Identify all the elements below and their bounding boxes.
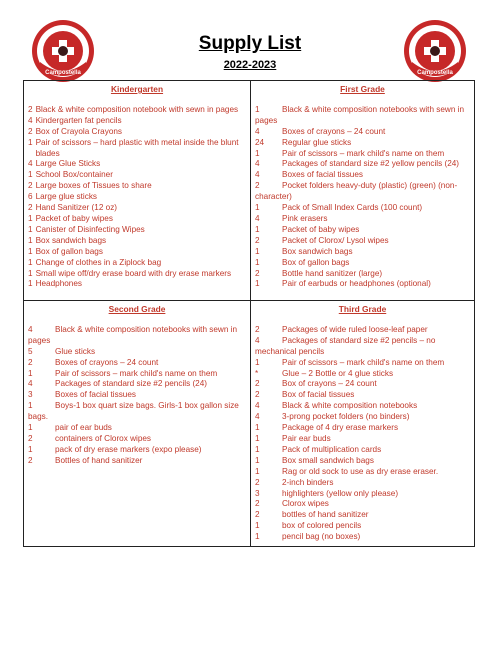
list-item (28, 170, 246, 181)
item-description: Glue sticks (55, 346, 96, 356)
item-quantity: 4 (28, 159, 33, 169)
item-description: Kindergarten fat pencils (35, 115, 122, 125)
item-quantity: 1 (255, 224, 260, 234)
item-description: Boxes of crayons – 24 count (55, 357, 159, 367)
item-quantity: 1 (28, 279, 33, 289)
item-description: Pair of scissors – mark child's name on them (282, 148, 445, 158)
item-quantity: 24 (255, 137, 265, 147)
item-description: bottles of hand sanitizer (282, 510, 369, 520)
section-heading: Second Grade (108, 304, 166, 314)
list-item (255, 279, 470, 290)
list-item (28, 214, 246, 225)
item-description: Box sandwich bags (35, 235, 107, 245)
item-description: Pack of Small Index Cards (100 count) (282, 203, 423, 213)
list-item (28, 269, 246, 280)
item-description: Glue – 2 Bottle or 4 glue sticks (282, 368, 394, 378)
item-description: pencil bag (no boxes) (282, 532, 361, 542)
item-quantity: 1 (255, 246, 260, 256)
item-description: Clorox wipes (282, 499, 329, 509)
logo-bottom-text: Campostella (45, 70, 81, 76)
item-description: Packet of baby wipes (35, 213, 113, 223)
item-quantity: 1 (28, 401, 33, 411)
item-quantity: 1 (255, 466, 260, 476)
list-item (255, 456, 470, 467)
list-item (255, 489, 470, 500)
item-quantity: 2 (255, 235, 260, 245)
item-quantity: 1 (28, 268, 33, 278)
list-item (255, 358, 470, 369)
item-description: Boxes of facial tissues (55, 390, 137, 400)
item-quantity: 4 (28, 379, 33, 389)
list-item (28, 247, 246, 258)
list-item (255, 181, 470, 203)
section-first-grade (251, 81, 474, 301)
item-quantity: 2 (28, 126, 33, 136)
item-quantity: 1 (28, 224, 33, 234)
item-description: Large boxes of Tissues to share (35, 181, 152, 191)
list-item (28, 225, 246, 236)
list-item (255, 336, 470, 358)
item-quantity: 4 (255, 170, 260, 180)
item-quantity: 2 (28, 104, 33, 114)
item-quantity: 2 (28, 357, 33, 367)
item-description: 3-prong pocket folders (no binders) (282, 412, 410, 422)
item-quantity: 2 (28, 455, 33, 465)
item-description: Box of Crayola Crayons (35, 126, 123, 136)
item-description: Black & white composition notebooks with sewn in pages (255, 104, 465, 125)
list-item (28, 401, 246, 423)
item-description: Rag or old sock to use as dry erase eraser. (282, 466, 439, 476)
item-description: Packages of wide ruled loose-leaf paper (282, 324, 428, 334)
item-quantity: 2 (255, 379, 260, 389)
item-quantity: 2 (28, 203, 33, 213)
list-item (28, 236, 246, 247)
list-item (28, 369, 246, 380)
list-item (255, 423, 470, 434)
item-description: Small wipe off/dry erase board with dry erase markers (35, 268, 232, 278)
list-item (255, 325, 470, 336)
item-description: Canister of Disinfecting Wipes (35, 224, 145, 234)
list-item (255, 269, 470, 280)
item-quantity: 1 (255, 104, 260, 114)
list-item (255, 369, 470, 380)
list-item (255, 478, 470, 489)
supply-list (28, 105, 246, 290)
list-item (255, 214, 470, 225)
item-quantity: 2 (28, 433, 33, 443)
list-item (28, 258, 246, 269)
item-description: box of colored pencils (282, 521, 362, 531)
item-description: Packages of standard size #2 pencils (24) (55, 379, 208, 389)
item-quantity: 2 (255, 324, 260, 334)
item-description: Black & white composition notebook with sewn in pages (35, 104, 239, 114)
item-description: 2-inch binders (282, 477, 334, 487)
list-item (255, 258, 470, 269)
item-quantity: 4 (255, 401, 260, 411)
supply-list (255, 105, 470, 290)
item-quantity: 1 (255, 357, 260, 367)
item-quantity: 4 (255, 335, 260, 345)
item-description: Box sandwich bags (282, 246, 353, 256)
item-description: Pink erasers (282, 213, 328, 223)
list-item (28, 159, 246, 170)
item-quantity: 4 (28, 324, 33, 334)
list-item (255, 467, 470, 478)
item-quantity: 1 (255, 532, 260, 542)
item-quantity: 2 (28, 181, 33, 191)
list-item (255, 412, 470, 423)
list-item (255, 379, 470, 390)
list-item (28, 127, 246, 138)
item-quantity: 6 (28, 192, 33, 202)
list-item (28, 379, 246, 390)
section-kindergarten (24, 81, 251, 301)
item-description: Change of clothes in a Ziplock bag (35, 257, 162, 267)
item-description: highlighters (yellow only please) (282, 488, 399, 498)
item-quantity: 3 (255, 488, 260, 498)
item-description: Box small sandwich bags (282, 455, 374, 465)
item-quantity: 1 (28, 246, 33, 256)
item-description: containers of Clorox wipes (55, 433, 152, 443)
section-third-grade (251, 301, 474, 546)
item-quantity: 1 (255, 203, 260, 213)
supply-list (28, 325, 246, 467)
list-item (255, 247, 470, 258)
item-quantity: 1 (255, 433, 260, 443)
list-item (255, 390, 470, 401)
item-quantity: 2 (255, 268, 260, 278)
list-item (255, 510, 470, 521)
list-item (28, 192, 246, 203)
item-quantity: 1 (255, 444, 260, 454)
list-item (28, 434, 246, 445)
item-description: Pair of scissors – mark child's name on them (55, 368, 218, 378)
list-item (255, 401, 470, 412)
item-quantity: 1 (255, 279, 260, 289)
item-quantity: 1 (255, 148, 260, 158)
item-quantity: 2 (255, 390, 260, 400)
supply-table (23, 80, 475, 547)
list-item (255, 434, 470, 445)
item-description: Headphones (35, 279, 82, 289)
item-description: Box of facial tissues (282, 390, 355, 400)
item-description: School Box/container (35, 170, 113, 180)
item-description: Pair of scissors – hard plastic with metal inside the blunt blades (35, 137, 239, 158)
list-item (255, 127, 470, 138)
item-description: Regular glue sticks (282, 137, 352, 147)
item-quantity: 5 (28, 346, 33, 356)
item-description: Pocket folders heavy-duty (plastic) (green) (non-character) (255, 181, 458, 202)
item-description: pack of dry erase markers (expo please) (55, 444, 202, 454)
item-description: Box of gallon bags (35, 246, 103, 256)
supply-list (255, 325, 470, 543)
list-item (28, 445, 246, 456)
item-description: Large glue sticks (35, 192, 98, 202)
list-item (28, 358, 246, 369)
list-item (255, 521, 470, 532)
item-quantity: 1 (28, 257, 33, 267)
item-description: Black & white composition notebooks (282, 401, 418, 411)
item-quantity: 4 (255, 412, 260, 422)
item-quantity: 1 (28, 444, 33, 454)
item-description: Pack of multiplication cards (282, 444, 382, 454)
list-item (255, 236, 470, 247)
section-heading: Third Grade (338, 304, 387, 314)
item-quantity: 2 (255, 499, 260, 509)
item-quantity: 4 (255, 213, 260, 223)
item-description: Boxes of facial tissues (282, 170, 364, 180)
list-item (28, 203, 246, 214)
item-description: Packages of standard size #2 yellow pencils (24) (282, 159, 460, 169)
item-quantity: 1 (28, 368, 33, 378)
item-quantity: * (255, 368, 259, 378)
item-quantity: 1 (255, 521, 260, 531)
item-description: Boxes of crayons – 24 count (282, 126, 386, 136)
section-second-grade (24, 301, 251, 546)
item-quantity: 2 (255, 181, 260, 191)
section-heading: Kindergarten (110, 84, 164, 94)
item-description: Bottle hand sanitizer (large) (282, 268, 383, 278)
list-item (255, 105, 470, 127)
list-item (28, 423, 246, 434)
item-description: Boys-1 box quart size bags. Girls-1 box gallon size bags. (28, 401, 239, 422)
item-description: Hand Sanitizer (12 oz) (35, 203, 118, 213)
item-description: Package of 4 dry erase markers (282, 423, 399, 433)
list-item (255, 170, 470, 181)
list-item (28, 116, 246, 127)
item-quantity: 1 (28, 235, 33, 245)
item-description: Box of gallon bags (282, 257, 350, 267)
item-quantity: 2 (255, 510, 260, 520)
item-quantity: 1 (255, 257, 260, 267)
list-item (28, 181, 246, 192)
item-description: pair of ear buds (55, 423, 112, 433)
page-title: Supply List (198, 33, 302, 54)
list-item (255, 159, 470, 170)
list-item (28, 390, 246, 401)
item-description: Packet of baby wipes (282, 224, 360, 234)
list-item (255, 445, 470, 456)
list-item (28, 138, 246, 160)
item-description: Black & white composition notebooks with sewn in pages (28, 324, 238, 345)
item-quantity: 1 (28, 423, 33, 433)
item-quantity: 1 (28, 137, 33, 147)
list-item (28, 456, 246, 467)
item-quantity: 4 (28, 115, 33, 125)
item-quantity: 3 (28, 390, 33, 400)
list-item (255, 532, 470, 543)
item-description: Packet of Clorox/ Lysol wipes (282, 235, 389, 245)
item-quantity: 1 (28, 170, 33, 180)
item-quantity: 1 (28, 213, 33, 223)
logo-bottom-text: Campostella (417, 70, 453, 76)
list-item (28, 325, 246, 347)
list-item (255, 203, 470, 214)
list-item (28, 347, 246, 358)
item-description: Box of crayons – 24 count (282, 379, 377, 389)
item-quantity: 4 (255, 159, 260, 169)
item-quantity: 1 (255, 423, 260, 433)
list-item (28, 105, 246, 116)
item-quantity: 4 (255, 126, 260, 136)
item-quantity: 2 (255, 477, 260, 487)
item-description: Pair of earbuds or headphones (optional) (282, 279, 431, 289)
item-description: Packages of standard size #2 pencils – no mechanical pencils (255, 335, 436, 356)
list-item (28, 279, 246, 290)
school-year: 2022-2023 (223, 59, 277, 71)
item-quantity: 1 (255, 455, 260, 465)
list-item (255, 149, 470, 160)
item-description: Pair of scissors – mark child's name on them (282, 357, 445, 367)
item-description: Pair ear buds (282, 433, 331, 443)
item-description: Bottles of hand sanitizer (55, 455, 143, 465)
list-item (255, 225, 470, 236)
section-heading: First Grade (340, 84, 385, 94)
list-item (255, 499, 470, 510)
item-description: Large Glue Sticks (35, 159, 101, 169)
list-item (255, 138, 470, 149)
